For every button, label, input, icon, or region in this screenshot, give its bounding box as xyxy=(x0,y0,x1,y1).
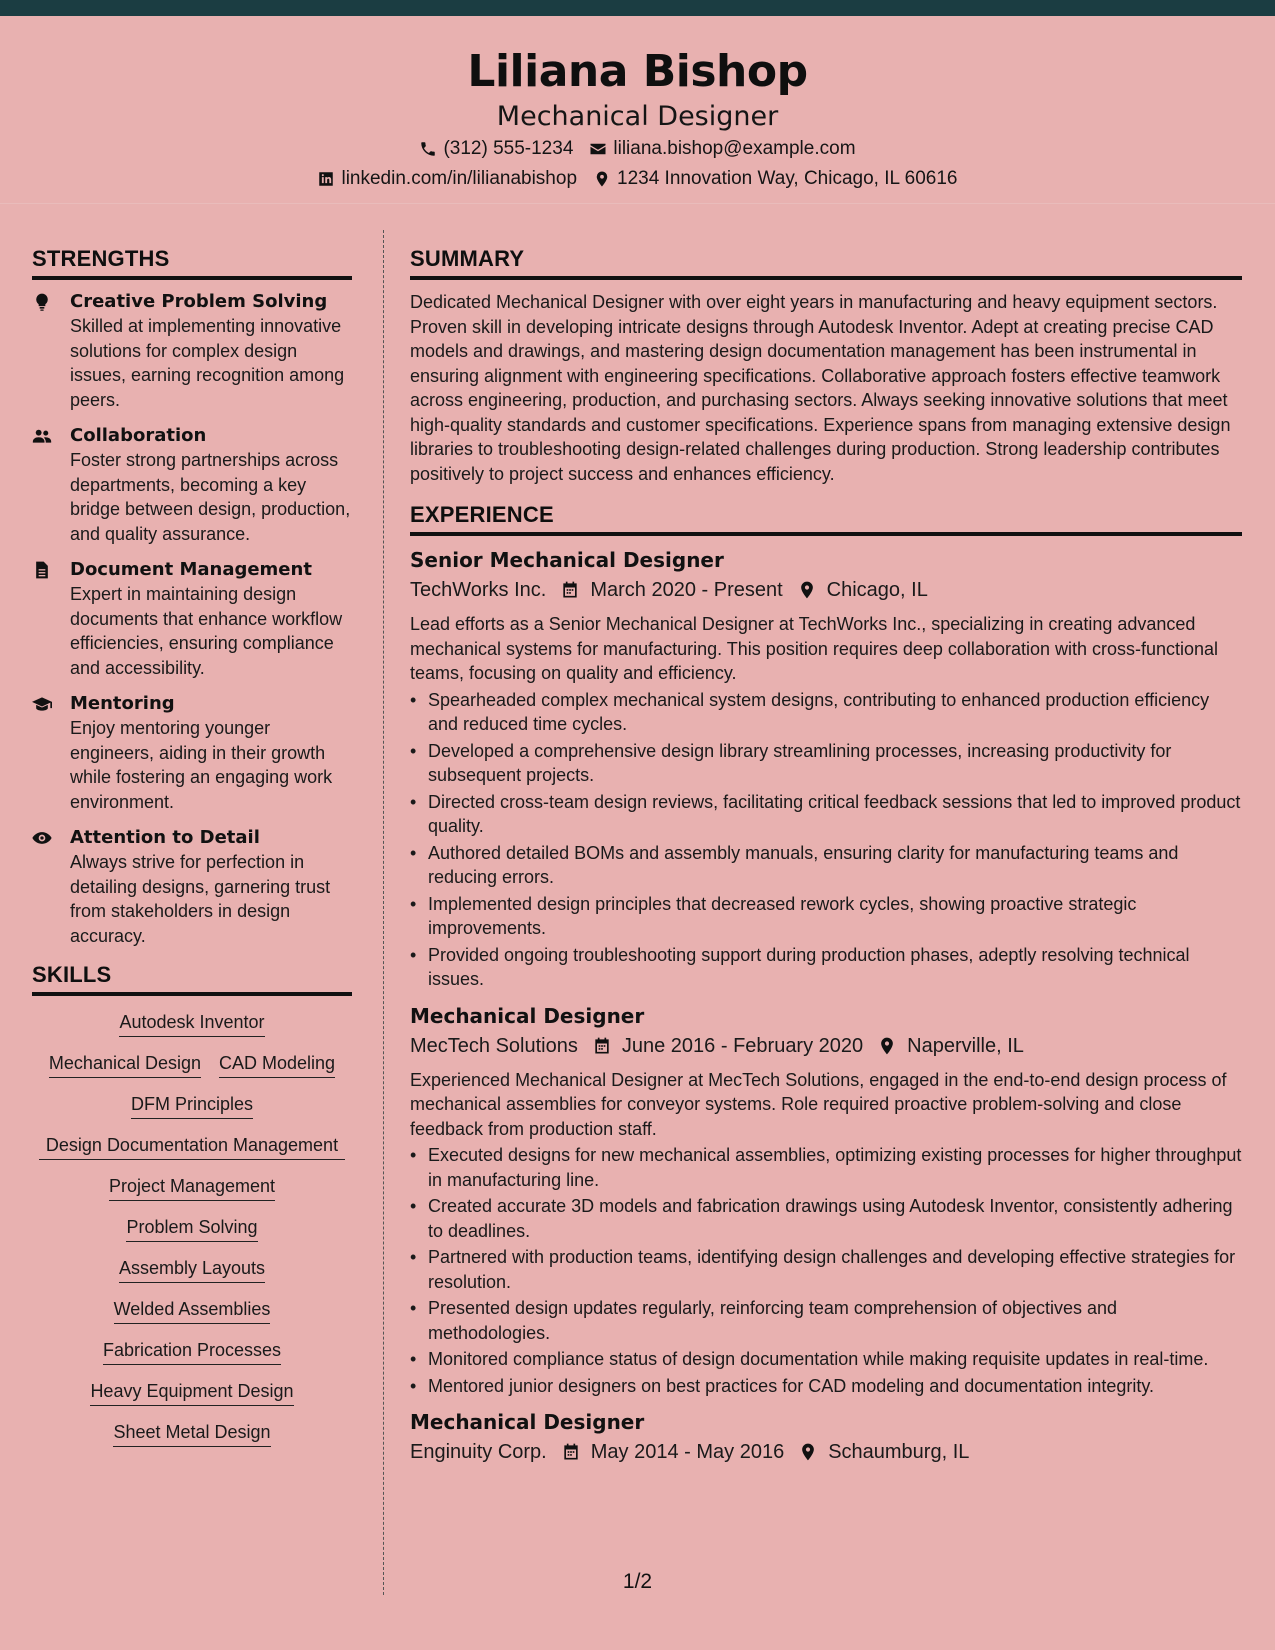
strength-item xyxy=(32,692,352,814)
job-entry xyxy=(410,1002,1242,1399)
linkedin-link[interactable]: linkedin.com/in/lilianabishop xyxy=(341,168,578,189)
graduation-cap-icon xyxy=(32,692,70,814)
candidate-role: Mechanical Designer xyxy=(496,101,779,132)
strength-title: Mentoring xyxy=(70,693,175,714)
strength-item xyxy=(32,424,352,546)
skill-tag: Fabrication Processes xyxy=(103,1338,281,1365)
skill-tag: Assembly Layouts xyxy=(119,1256,265,1283)
phone-icon xyxy=(419,140,437,158)
strength-item xyxy=(32,826,352,948)
bullet-item: • Monitored compliance status of design documentation while making requisite updates in real-time. xyxy=(410,1347,1242,1372)
candidate-name: Liliana Bishop xyxy=(467,46,808,97)
left-column xyxy=(32,244,352,1461)
map-pin-icon xyxy=(798,1442,818,1462)
bullet-item: • Implemented design principles that decreased rework cycles, showing proactive strategic improvements. xyxy=(410,892,1242,941)
map-pin-icon xyxy=(593,170,611,188)
job-company: MecTech Solutions xyxy=(410,1034,578,1057)
job-company: Enginuity Corp. xyxy=(410,1441,547,1463)
skill-tag: DFM Principles xyxy=(131,1092,253,1119)
job-bullets xyxy=(410,1143,1242,1398)
map-pin-icon xyxy=(797,580,817,600)
job-dates: May 2014 - May 2016 xyxy=(590,1441,785,1463)
skills-list xyxy=(32,1010,352,1447)
job-title: Mechanical Designer xyxy=(410,1410,645,1434)
bullet-item: • Presented design updates regularly, reinforcing team comprehension of objectives and methodologies. xyxy=(410,1296,1242,1345)
skill-tag: CAD Modeling xyxy=(219,1051,335,1078)
strength-desc: Enjoy mentoring younger engineers, aiding in their growth while fostering an engaging work environment. xyxy=(70,718,333,812)
top-accent-bar xyxy=(0,0,1275,16)
linkedin-icon xyxy=(317,170,335,188)
skill-tag: Welded Assemblies xyxy=(114,1297,271,1324)
skill-tag: Problem Solving xyxy=(126,1215,257,1242)
skill-tag: Mechanical Design xyxy=(49,1051,201,1078)
job-title: Mechanical Designer xyxy=(410,1003,645,1028)
address-text: 1234 Innovation Way, Chicago, IL 60616 xyxy=(617,168,958,189)
calendar-icon xyxy=(561,1442,581,1462)
job-company: TechWorks Inc. xyxy=(410,579,547,601)
job-bullets xyxy=(410,688,1242,992)
lightbulb-icon xyxy=(32,290,70,412)
bullet-item: • Mentored junior designers on best practices for CAD modeling and documentation integrity. xyxy=(410,1374,1242,1399)
bullet-item: • Authored detailed BOMs and assembly manuals, ensuring clarity for manufacturing teams and reducing errors. xyxy=(410,841,1242,890)
contact-row-2 xyxy=(0,164,1275,194)
contact-row-1 xyxy=(0,134,1275,164)
skill-tag: Heavy Equipment Design xyxy=(90,1379,293,1406)
strength-item xyxy=(32,290,352,412)
resume-header xyxy=(0,16,1275,204)
phone-text: (312) 555-1234 xyxy=(443,138,574,159)
skills-heading: SKILLS xyxy=(32,960,352,996)
strengths-heading: STRENGTHS xyxy=(32,244,352,280)
users-icon xyxy=(32,424,70,546)
experience-heading: EXPERIENCE xyxy=(410,500,1242,536)
bullet-item: • Spearheaded complex mechanical system designs, contributing to enhanced production efficiency and reduced time cycles. xyxy=(410,688,1242,737)
job-dates: June 2016 - February 2020 xyxy=(621,1034,864,1057)
right-column xyxy=(410,244,1242,1474)
page-number: 1/2 xyxy=(622,1570,653,1593)
job-location: Chicago, IL xyxy=(826,579,928,601)
email-link[interactable]: liliana.bishop@example.com xyxy=(613,138,856,159)
job-meta xyxy=(410,1030,1242,1062)
strength-desc: Foster strong partnerships across departments, becoming a key bridge between design, production, and quality assurance. xyxy=(70,450,351,544)
column-divider xyxy=(383,230,384,1595)
eye-icon xyxy=(32,826,70,948)
strength-desc: Expert in maintaining design documents that enhance workflow efficiencies, ensuring compliance and accessibility. xyxy=(70,584,343,678)
map-pin-icon xyxy=(877,1036,897,1056)
job-meta xyxy=(410,1436,1242,1468)
phone-contact xyxy=(419,134,573,164)
strength-title: Creative Problem Solving xyxy=(70,291,328,312)
skill-tag: Project Management xyxy=(109,1174,275,1201)
envelope-icon xyxy=(589,140,607,158)
bullet-item: • Executed designs for new mechanical assemblies, optimizing existing processes for higher throughput in manufacturing line. xyxy=(410,1143,1242,1192)
summary-text: Dedicated Mechanical Designer with over eight years in manufacturing and heavy equipment sectors. Proven skill in developing intricate designs through Autodesk Inventor. Adept at creating precise CAD models and drawings, and mastering design documentation management has been instrumental in ensuring alignment with engineering specifications. Collaborative approach fosters effective teamwork across engineering, production, and purchasing sectors. Always seeking innovative solutions that meet high-quality standards and customer specifications. Experience spans from managing extensive design libraries to troubleshooting design-related challenges during production. Strong leadership contributes positively to project success and enhances efficiency. xyxy=(410,292,1231,484)
strength-item xyxy=(32,558,352,680)
calendar-icon xyxy=(560,580,580,600)
strength-title: Collaboration xyxy=(70,425,207,446)
bullet-item: • Partnered with production teams, identifying design challenges and developing effective strategies for resolution. xyxy=(410,1245,1242,1294)
strength-desc: Always strive for perfection in detailing designs, garnering trust from stakeholders in design accuracy. xyxy=(70,852,331,946)
job-dates: March 2020 - Present xyxy=(590,579,783,601)
job-title: Senior Mechanical Designer xyxy=(410,548,724,572)
job-location: Naperville, IL xyxy=(907,1034,1024,1057)
calendar-icon xyxy=(592,1036,612,1056)
email-contact[interactable] xyxy=(589,134,855,164)
job-description: Experienced Mechanical Designer at MecTech Solutions, engaged in the end-to-end design process of mechanical assemblies for conveyor systems. Role required proactive problem-solving and close feedback from production staff. xyxy=(410,1069,1227,1139)
strength-title: Document Management xyxy=(70,559,312,580)
strength-desc: Skilled at implementing innovative solutions for complex design issues, earning recognition among peers. xyxy=(70,316,345,410)
job-description: Lead efforts as a Senior Mechanical Designer at TechWorks Inc., specializing in creating advanced mechanical systems for manufacturing. This position requires deep collaboration with cross-functional teams, focusing on quality and efficiency. xyxy=(410,614,1219,683)
job-entry xyxy=(410,546,1242,992)
job-entry xyxy=(410,1408,1242,1468)
bullet-item: • Directed cross-team design reviews, facilitating critical feedback sessions that led to improved product quality. xyxy=(410,790,1242,839)
bullet-item: • Created accurate 3D models and fabrication drawings using Autodesk Inventor, consistently adhering to deadlines. xyxy=(410,1194,1242,1243)
linkedin-contact[interactable] xyxy=(317,164,577,194)
bullet-item: • Provided ongoing troubleshooting support during production phases, adeptly resolving technical issues. xyxy=(410,943,1242,992)
skill-tag: Design Documentation Management xyxy=(39,1133,345,1160)
address-contact xyxy=(593,164,957,194)
bullet-item: • Developed a comprehensive design library streamlining processes, increasing productivity for subsequent projects. xyxy=(410,739,1242,788)
document-icon xyxy=(32,558,70,680)
job-location: Schaumburg, IL xyxy=(828,1441,970,1463)
strength-title: Attention to Detail xyxy=(70,827,260,848)
summary-heading: SUMMARY xyxy=(410,244,1242,280)
skill-tag: Sheet Metal Design xyxy=(113,1420,270,1447)
skill-tag: Autodesk Inventor xyxy=(119,1010,264,1037)
job-meta xyxy=(410,574,1242,606)
